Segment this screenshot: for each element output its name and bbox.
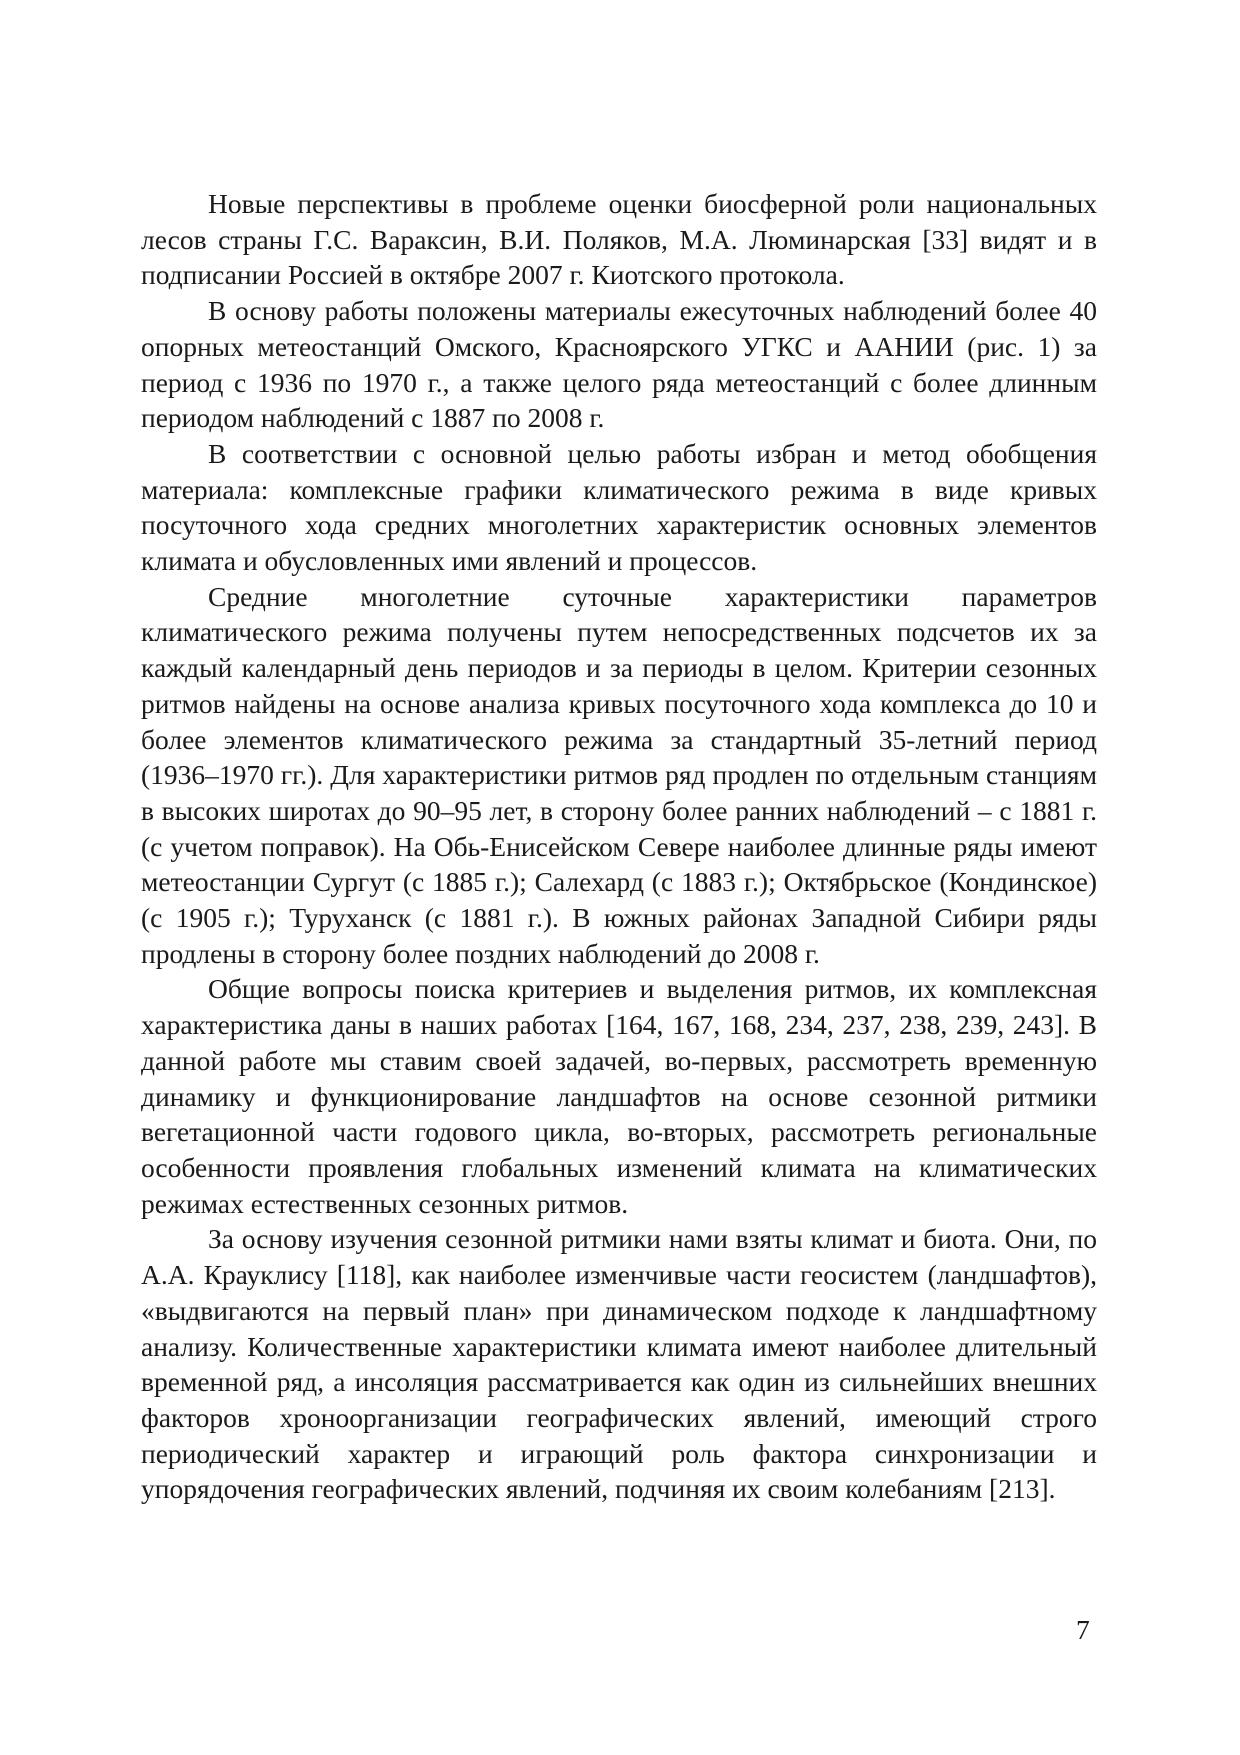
paragraph-4: Средние многолетние суточные характеристики параметров климатического режима получены путем непосредственных подсчетов их за каждый календарный день периодов и за периоды в целом. Критерии сезонных ритмов найдены на основе анализа кривых посуточного хода комплекса до 10 и более элементов климатического режима за стандартный 35-летний период (1936–1970 гг.). Для характеристики ритмов ряд продлен по отдельным станциям в высоких широтах до 90–95 лет, в сторону более ранних наблюдений – с 1881 г. (с учетом поправок). На Обь-Енисейском Севере наиболее длинные ряды имеют метеостанции Сургут (с 1885 г.); Салехард (с 1883 г.); Октябрьское (Кондинское) (с 1905 г.); Туруханск (с 1881 г.). В южных районах Западной Сибири ряды продлены в сторону более поздних наблюдений до 2008 г. xyxy=(141,580,1097,969)
paragraph-6: За основу изучения сезонной ритмики нами взяты климат и биота. Они, по А.А. Крауклису [118], как наиболее изменчивые части геосистем (ландшафтов), «выдвигаются на первый план» при динамическом подходе к ландшафтному анализу. Количественные характеристики климата имеют наиболее длительный временной ряд, а инсоляция рассматривается как один из сильнейших внешних факторов хроноорганизации географических явлений, имеющий строго периодический характер и играющий роль фактора синхронизации и упорядочения географических явлений, подчиняя их своим колебаниям [213]. xyxy=(141,1223,1097,1505)
paragraph-3: В соответствии с основной целью работы избран и метод обобщения материала: комплексные графики климатического режима в виде кривых посуточного хода средних многолетних характеристик основных элементов климата и обусловленных ими явлений и процессов. xyxy=(141,437,1097,577)
body-text xyxy=(141,186,1097,1507)
page-number: 7 xyxy=(1076,1614,1090,1645)
paragraph-5: Общие вопросы поиска критериев и выделения ритмов, их комплексная характеристика даны в наших работах [164, 167, 168, 234, 237, 238, 239, 243]. В данной работе мы ставим своей задачей, во-первых, рассмотреть временную динамику и функционирование ландшафтов на основе сезонной ритмики вегетационной части годового цикла, во-вторых, рассмотреть региональные особенности проявления глобальных изменений климата на климатических режимах естественных сезонных ритмов. xyxy=(141,973,1097,1219)
paragraph-1: Новые перспективы в проблеме оценки биосферной роли национальных лесов страны Г.С. Вараксин, В.И. Поляков, М.А. Люминарская [33] видят и в подписании Россией в октябре 2007 г. Киотского протокола. xyxy=(141,188,1097,291)
paragraph-2: В основу работы положены материалы ежесуточных наблюдений более 40 опорных метеостанций Омского, Красноярского УГКС и ААНИИ (рис. 1) за период с 1936 по 1970 г., а также целого ряда метеостанций с более длинным периодом наблюдений с 1887 по 2008 г. xyxy=(141,295,1097,434)
